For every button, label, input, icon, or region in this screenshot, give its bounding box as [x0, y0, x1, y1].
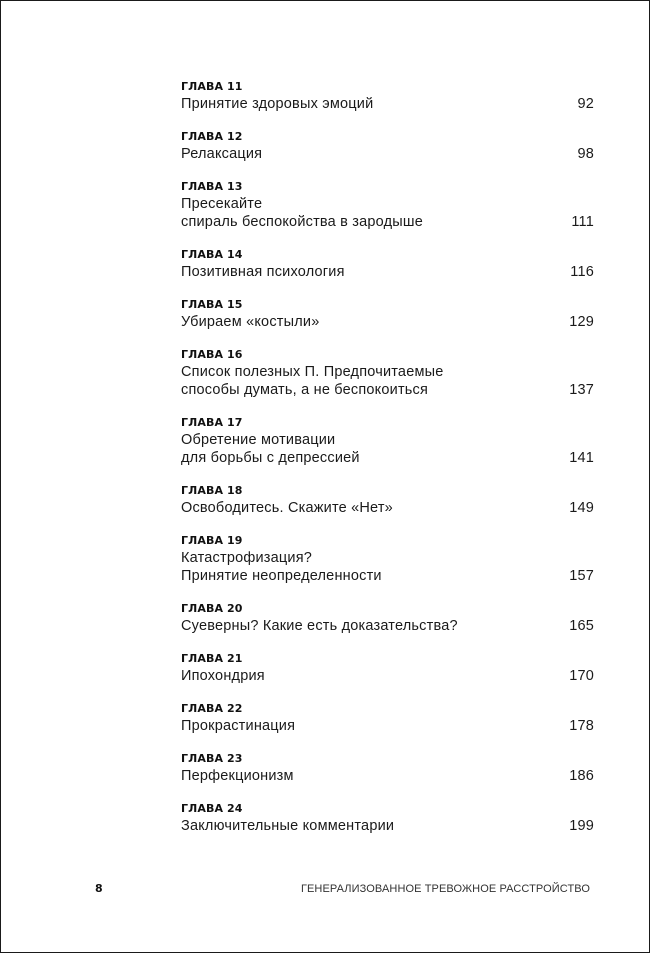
toc-row [181, 263, 594, 281]
toc-entry [181, 248, 594, 281]
toc-row [181, 549, 594, 585]
chapter-page-number: 141 [569, 450, 594, 466]
toc-entry [181, 298, 594, 331]
toc-entry [181, 702, 594, 735]
chapter-title: Перфекционизм [181, 768, 294, 784]
chapter-label: ГЛАВА 23 [181, 752, 243, 765]
chapter-label: ГЛАВА 20 [181, 602, 243, 615]
toc-entry [181, 130, 594, 163]
chapter-title: Принятие здоровых эмоций [181, 96, 374, 112]
chapter-page-number: 165 [569, 618, 594, 634]
toc-entry [181, 602, 594, 635]
chapter-label: ГЛАВА 22 [181, 702, 243, 715]
chapter-page-number: 157 [569, 568, 594, 584]
toc-row [181, 767, 594, 785]
chapter-page-number: 186 [569, 768, 594, 784]
toc-row [181, 363, 594, 399]
chapter-label: ГЛАВА 15 [181, 298, 243, 311]
chapter-title: Ипохондрия [181, 668, 265, 684]
chapter-page-number: 149 [569, 500, 594, 516]
chapter-label: ГЛАВА 18 [181, 484, 243, 497]
toc-entry [181, 80, 594, 113]
chapter-page-number: 98 [577, 146, 594, 162]
toc-row [181, 95, 594, 113]
chapter-title: Убираем «костыли» [181, 314, 320, 330]
toc-row [181, 313, 594, 331]
chapter-label: ГЛАВА 12 [181, 130, 243, 143]
chapter-page-number: 170 [569, 668, 594, 684]
chapter-page-number: 111 [571, 214, 594, 230]
chapter-label: ГЛАВА 19 [181, 534, 243, 547]
chapter-label: ГЛАВА 24 [181, 802, 243, 815]
toc-row [181, 717, 594, 735]
toc-entry [181, 802, 594, 835]
chapter-label: ГЛАВА 14 [181, 248, 243, 261]
chapter-page-number: 129 [569, 314, 594, 330]
chapter-label: ГЛАВА 21 [181, 652, 243, 665]
chapter-page-number: 137 [569, 382, 594, 398]
chapter-title: Суеверны? Какие есть доказательства? [181, 618, 458, 634]
toc-entry [181, 484, 594, 517]
toc-entry [181, 416, 594, 467]
toc-entry [181, 180, 594, 231]
toc-row [181, 195, 594, 231]
toc-entry [181, 348, 594, 399]
chapter-title: Катастрофизация? Принятие неопределенности [181, 550, 382, 584]
toc-row [181, 667, 594, 685]
chapter-title: Список полезных П. Предпочитаемые способы думать, а не беспокоиться [181, 364, 444, 398]
chapter-title: Прокрастинация [181, 718, 296, 734]
chapter-label: ГЛАВА 13 [181, 180, 243, 193]
footer-page-number: 8 [95, 882, 103, 895]
chapter-page-number: 92 [577, 96, 594, 112]
chapter-title: Заключительные комментарии [181, 818, 395, 834]
toc-row [181, 817, 594, 835]
chapter-title: Релаксация [181, 146, 263, 162]
chapter-label: ГЛАВА 17 [181, 416, 243, 429]
toc-entry [181, 534, 594, 585]
toc-row [181, 145, 594, 163]
chapter-title: Освободитесь. Скажите «Нет» [181, 500, 393, 516]
chapter-page-number: 116 [570, 264, 594, 280]
chapter-label: ГЛАВА 11 [181, 80, 243, 93]
footer-running-title: ГЕНЕРАЛИЗОВАННОЕ ТРЕВОЖНОЕ РАССТРОЙСТВО [300, 883, 590, 895]
chapter-label: ГЛАВА 16 [181, 348, 243, 361]
toc-row [181, 499, 594, 517]
chapter-title: Пресекайте спираль беспокойства в зародыше [181, 196, 423, 230]
toc-row [181, 617, 594, 635]
toc-entry [181, 652, 594, 685]
table-of-contents [181, 80, 594, 852]
toc-entry [181, 752, 594, 785]
toc-row [181, 431, 594, 467]
chapter-page-number: 199 [569, 818, 594, 834]
chapter-title: Позитивная психология [181, 264, 345, 280]
chapter-title: Обретение мотивации для борьбы с депрессией [181, 432, 360, 466]
chapter-page-number: 178 [569, 718, 594, 734]
